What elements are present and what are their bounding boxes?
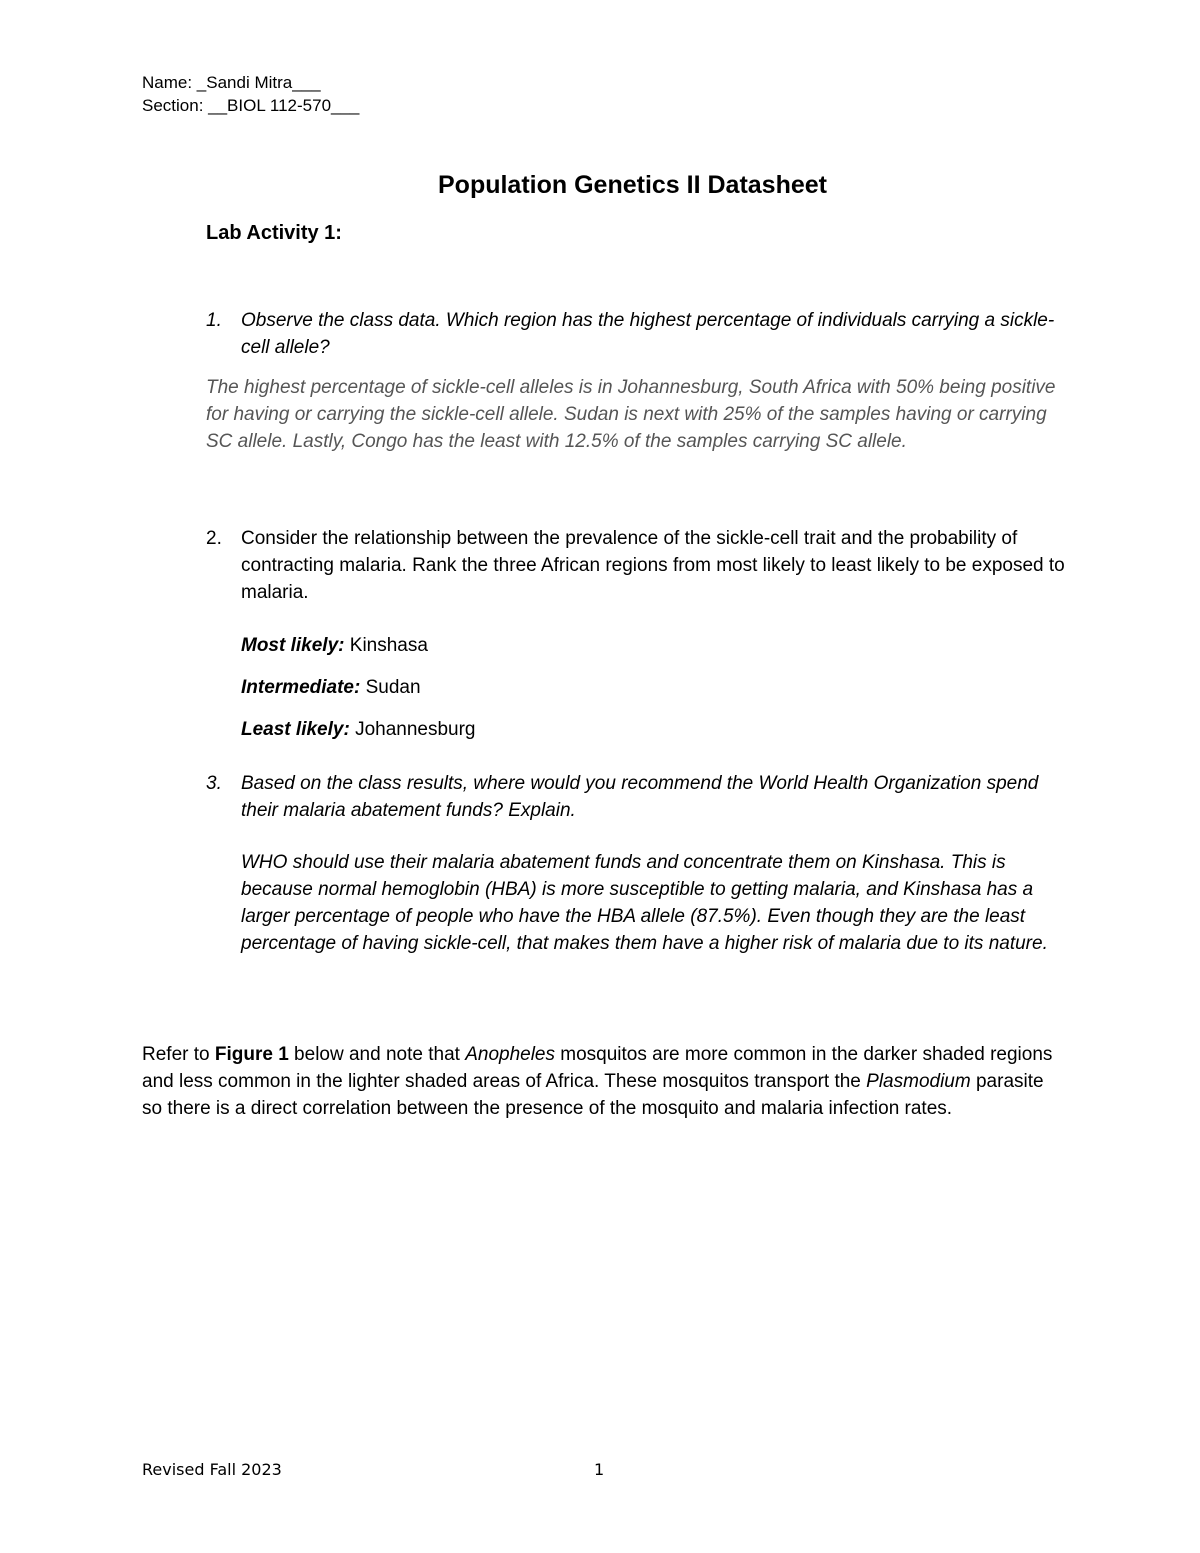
q1-answer: The highest percentage of sickle-cell alleles is in Johannesburg, South Africa with 50% being positive for having or carrying the sickle-cell allele. Sudan is next with 25% of the samples having or carrying SC allele. Lastly, Congo has the least with 12.5% of the samples carrying SC allele. <box>206 377 1056 452</box>
rank-label: Intermediate: <box>241 677 361 698</box>
refer-text: mosquitos are more common in the darker shaded regions and less common in the lighter shaded areas of Africa. These mosquitos transport the <box>142 1044 1053 1092</box>
refer-text: Refer to <box>142 1044 215 1065</box>
q1-question: Observe the class data. Which region has the highest percentage of individuals carrying a sickle-cell allele? <box>241 310 1055 358</box>
lab-activity-heading: Lab Activity 1: <box>206 222 342 244</box>
anopheles-term: Anopheles <box>465 1044 555 1065</box>
rank-value: Kinshasa <box>349 635 428 656</box>
q3-question: Based on the class results, where would you recommend the World Health Organization spend their malaria abatement funds? Explain. <box>241 773 1039 821</box>
rank-most-likely <box>241 632 428 659</box>
rank-intermediate <box>241 674 421 701</box>
name-line: Name: _Sandi Mitra___ <box>142 73 321 92</box>
q3-number: 3. <box>206 773 222 794</box>
rank-label: Most likely: <box>241 635 345 656</box>
footer-revised: Revised Fall 2023 <box>142 1460 282 1479</box>
rank-label: Least likely: <box>241 719 350 740</box>
rank-least-likely <box>241 716 476 743</box>
plasmodium-term: Plasmodium <box>866 1071 971 1092</box>
figure-1-label: Figure 1 <box>214 1044 289 1065</box>
refer-text: parasite so there is a direct correlation between the presence of the mosquito and malaria infection rates. <box>142 1071 1044 1119</box>
page-title: Population Genetics II Datasheet <box>438 171 827 199</box>
q1-number: 1. <box>206 310 222 331</box>
page-number: 1 <box>594 1460 605 1479</box>
q2-question: Consider the relationship between the prevalence of the sickle-cell trait and the probability of contracting malaria. Rank the three African regions from most likely to least likely to be exposed to malaria. <box>241 528 1065 603</box>
section-line: Section: __BIOL 112-570___ <box>142 96 360 115</box>
q2-number: 2. <box>206 528 222 549</box>
rank-value: Johannesburg <box>355 719 476 740</box>
q3-answer: WHO should use their malaria abatement funds and concentrate them on Kinshasa. This is because normal hemoglobin (HBA) is more susceptible to getting malaria, and Kinshasa has a larger percentage of people who have the HBA allele (87.5%). Even though they are the least percentage of having sickle-cell, that makes them have a higher risk of malaria due to its nature. <box>241 852 1048 954</box>
figure-reference-paragraph <box>142 1041 1062 1122</box>
refer-text: below and note that <box>288 1044 466 1065</box>
rank-value: Sudan <box>365 677 421 698</box>
